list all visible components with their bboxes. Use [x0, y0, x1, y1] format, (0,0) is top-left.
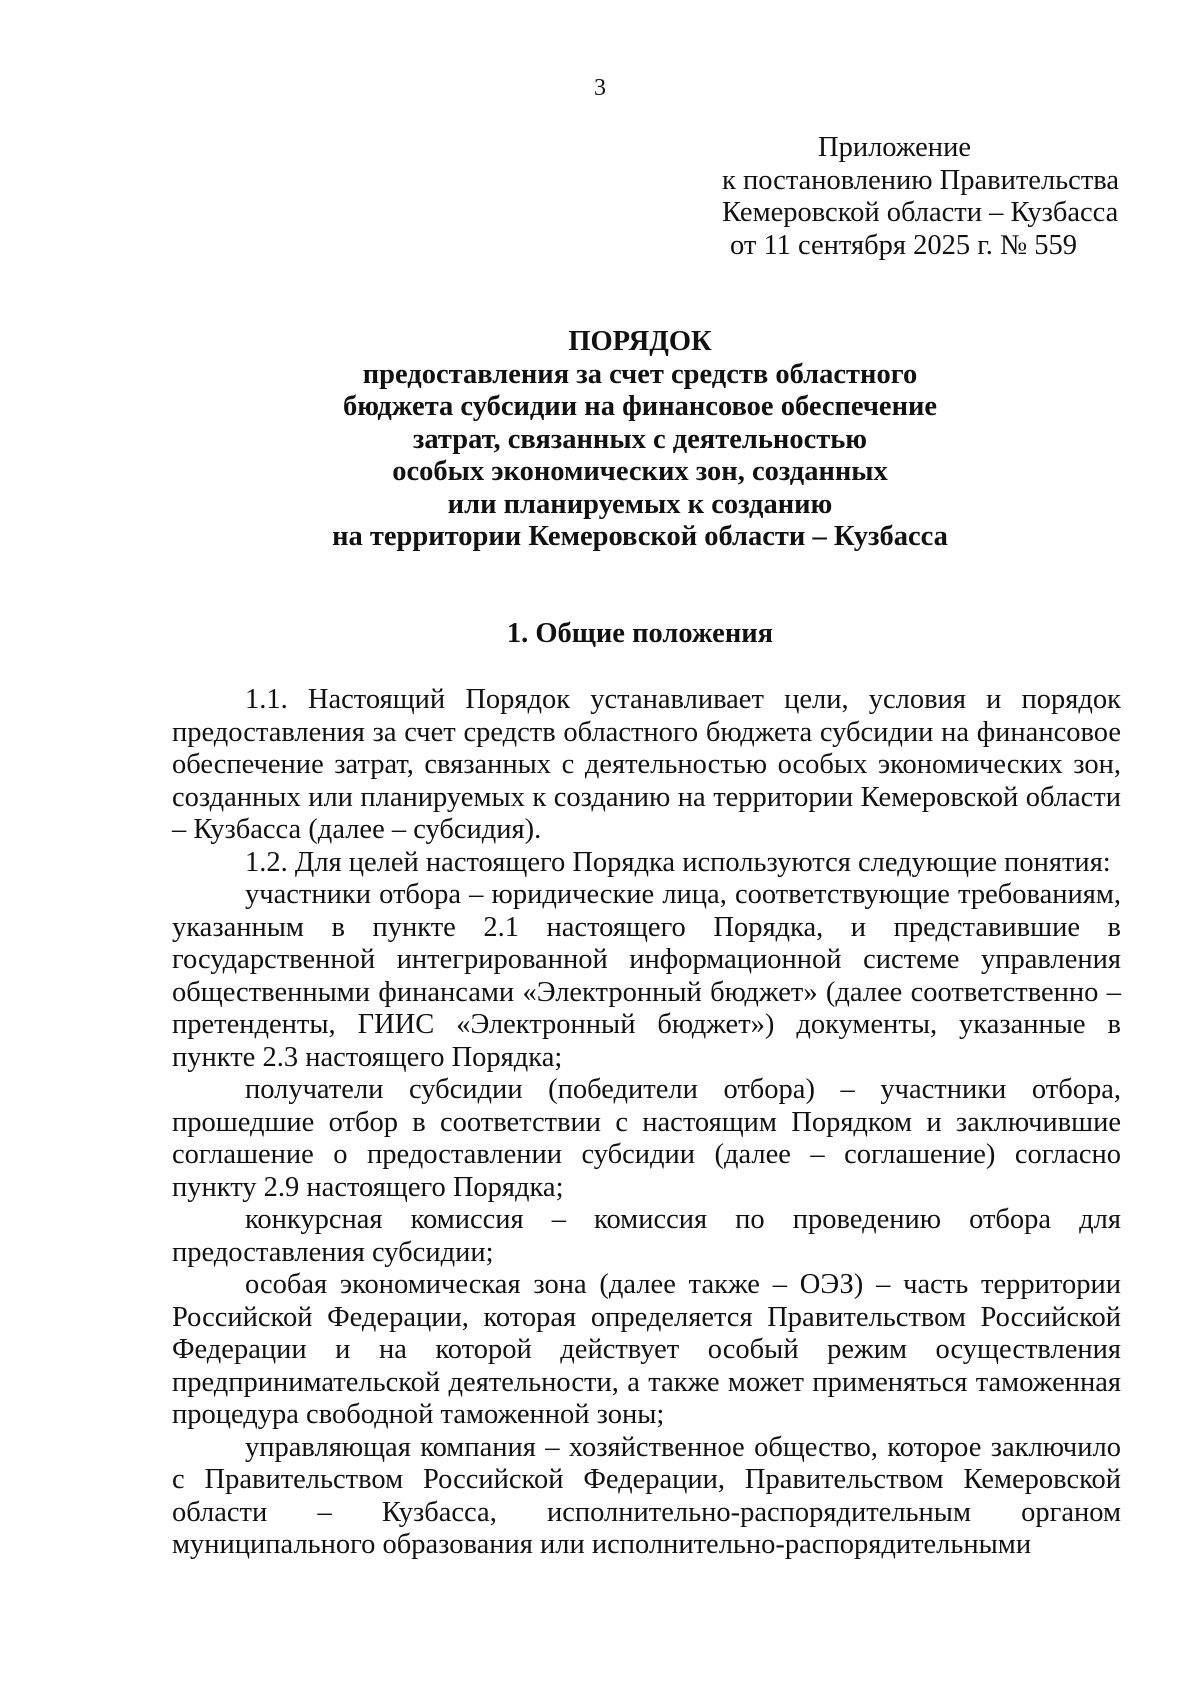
- appendix-block: [722, 132, 1142, 262]
- paragraph: получатели субсидии (победители отбора) – участники отбора, прошедшие отбор в соответствии с настоящим Порядком и заключившие соглашение о предоставлении субсидии (далее – соглашение) согласно пункту 2.9 настоящего Порядка;: [172, 1074, 1121, 1203]
- paragraph: конкурсная комиссия – комиссия по проведению отбора для предоставления субсидии;: [172, 1204, 1121, 1268]
- subtitle-line: особых экономических зон, созданных: [392, 456, 888, 487]
- subtitle-line: на территории Кемеровской области – Кузбасса: [332, 521, 948, 552]
- paragraph: управляющая компания – хозяйственное общество, которое заключило с Правительством Российской Федерации, Правительством Кемеровской области – Кузбасса, исполнительно-распорядительным органом муниципального образования или исполнительно-распорядительными: [172, 1431, 1121, 1560]
- appendix-line: к постановлению Правительства: [722, 164, 1120, 196]
- page-number: 3: [594, 75, 606, 101]
- appendix-line: Кемеровской области – Кузбасса: [722, 197, 1119, 228]
- subtitle-line: предоставления за счет средств областного: [362, 358, 918, 390]
- paragraph: 1.2. Для целей настоящего Порядка используются следующие понятия:: [245, 846, 1111, 878]
- document-title-block: [160, 326, 1120, 554]
- appendix-line: от 11 сентября 2025 г. № 559: [730, 229, 1078, 261]
- subtitle-line: бюджета субсидии на финансовое обеспечение: [342, 391, 938, 422]
- body-text: [172, 684, 1121, 1562]
- document-title: ПОРЯДОК: [568, 326, 712, 357]
- section-heading: 1. Общие положения: [506, 618, 774, 649]
- paragraph: особая экономическая зона (далее также – ОЭЗ) – часть территории Российской Федерации, которая определяется Правительством Российской Федерации и на которой действует особый режим осуществления предпринимательской деятельности, а также может применяться таможенная процедура свободной таможенной зоны;: [172, 1269, 1121, 1430]
- subtitle-line: затрат, связанных с деятельностью: [412, 423, 868, 455]
- paragraph: участники отбора – юридические лица, соответствующие требованиям, указанным в пункте 2.1 настоящего Порядка, и представившие в государственной интегрированной информационной системе управления общественными финансами «Электронный бюджет» (далее соответственно – претенденты, ГИИС «Электронный бюджет») документы, указанные в пункте 2.3 настоящего Порядка;: [172, 879, 1121, 1073]
- paragraph: 1.1. Настоящий Порядок устанавливает цели, условия и порядок предоставления за счет средств областного бюджета субсидии на финансовое обеспечение затрат, связанных с деятельностью особых экономических зон, созданных или планируемых к созданию на территории Кемеровской области – Кузбасса (далее – субсидия).: [172, 684, 1121, 845]
- subtitle-line: или планируемых к созданию: [447, 488, 833, 520]
- appendix-line: Приложение: [818, 132, 971, 163]
